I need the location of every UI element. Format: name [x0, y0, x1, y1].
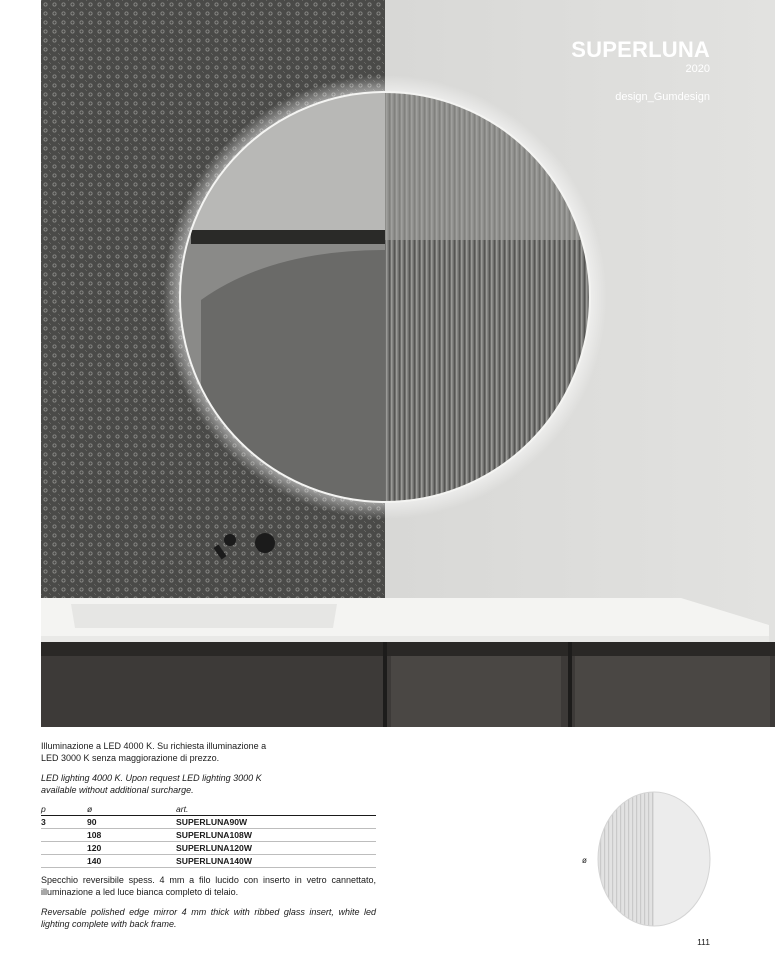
cell-diameter: 120	[87, 842, 176, 855]
spec-table	[41, 802, 376, 868]
product-notes-italian: Specchio reversibile spess. 4 mm a filo lucido con inserto in vetro cannettato, illuminazione a led luce bianca completo di telaio.	[41, 875, 376, 897]
cell-p	[41, 842, 87, 855]
product-notes-english: Reversable polished edge mirror 4 mm thick with ribbed glass insert, white led lighting complete with back frame.	[41, 907, 376, 929]
table-row	[41, 842, 376, 855]
cell-article: SUPERLUNA90W	[176, 816, 376, 829]
lighting-description-english: LED lighting 4000 K. Upon request LED lighting 3000 K available without additional surcharge.	[41, 773, 262, 795]
cell-diameter: 90	[87, 816, 176, 829]
table-row	[41, 855, 376, 868]
mirror-sketch-image	[596, 790, 714, 928]
table-row	[41, 816, 376, 829]
column-header-p: p	[41, 802, 87, 816]
diameter-symbol: ø	[582, 856, 587, 865]
spec-table-header	[41, 802, 376, 816]
product-year: 2020	[685, 63, 710, 75]
cell-article: SUPERLUNA140W	[176, 855, 376, 868]
bathroom-scene-image	[41, 0, 775, 727]
cell-p: 3	[41, 816, 87, 829]
product-title: SUPERLUNA	[571, 37, 710, 62]
page-number: 111	[697, 937, 710, 947]
product-photo	[41, 0, 775, 727]
cell-p	[41, 855, 87, 868]
cell-p	[41, 829, 87, 842]
cell-diameter: 108	[87, 829, 176, 842]
lighting-description-italian: Illuminazione a LED 4000 K. Su richiesta illuminazione a LED 3000 K senza maggiorazione di prezzo.	[41, 741, 267, 763]
cell-article: SUPERLUNA108W	[176, 829, 376, 842]
product-header	[571, 37, 710, 103]
cell-diameter: 140	[87, 855, 176, 868]
table-row	[41, 829, 376, 842]
mirror-thumbnail	[596, 790, 714, 933]
column-header-article: art.	[176, 802, 376, 816]
column-header-diameter: ø	[87, 802, 176, 816]
designer-credit: design_Gumdesign	[615, 91, 710, 103]
cell-article: SUPERLUNA120W	[176, 842, 376, 855]
